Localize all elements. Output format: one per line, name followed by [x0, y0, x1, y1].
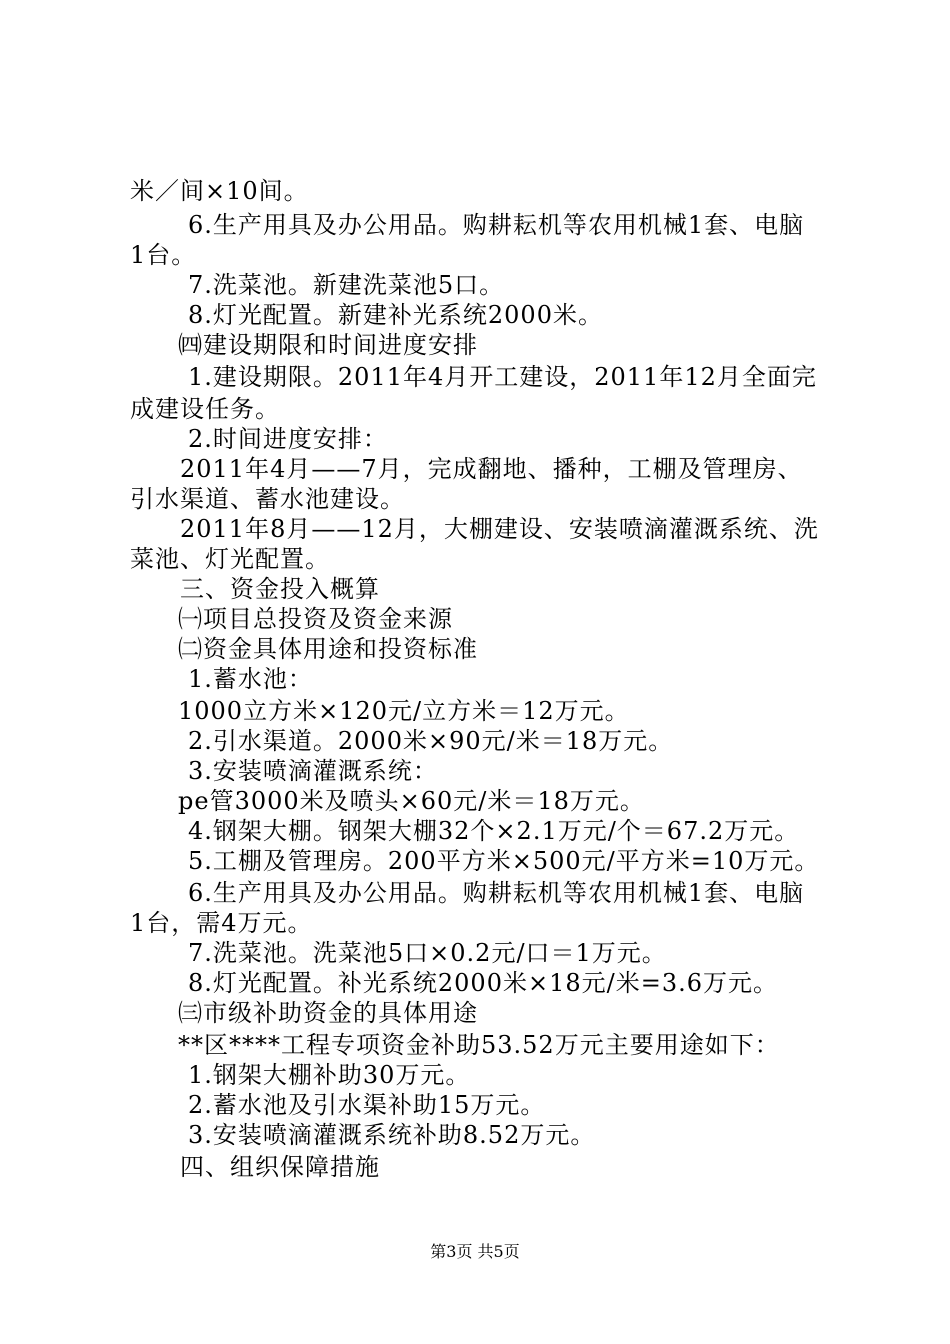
- text-line: 1.蓄水池：: [188, 665, 313, 693]
- section-heading: 三、资金投入概算: [180, 575, 380, 603]
- text-line: 4.钢架大棚。钢架大棚32个×2.1万元/个＝67.2万元。: [188, 817, 800, 845]
- text-line: pe管3000米及喷头×60元/米＝18万元。: [178, 787, 645, 815]
- text-line: 7.洗菜池。洗菜池5口×0.2元/口＝1万元。: [188, 939, 667, 967]
- text-line: 1台。: [130, 241, 197, 269]
- text-line: 8.灯光配置。补光系统2000米×18元/米=3.6万元。: [188, 969, 778, 997]
- text-line: 1.钢架大棚补助30万元。: [188, 1061, 471, 1089]
- text-line: 3.安装喷滴灌溉系统：: [188, 757, 438, 785]
- text-line: 1台，需4万元。: [130, 909, 313, 937]
- section-heading: ㈡资金具体用途和投资标准: [178, 635, 478, 663]
- section-heading: ㈠项目总投资及资金来源: [178, 605, 453, 633]
- text-line: 6.生产用具及办公用品。购耕耘机等农用机械1套、电脑: [188, 879, 805, 907]
- text-line: 1000立方米×120元/立方米＝12万元。: [178, 697, 630, 725]
- text-line: 引水渠道、蓄水池建设。: [130, 485, 405, 513]
- text-line: 2011年8月——12月，大棚建设、安装喷滴灌溉系统、洗: [180, 515, 819, 543]
- text-line: 6.生产用具及办公用品。购耕耘机等农用机械1套、电脑: [188, 211, 805, 239]
- section-heading: ㈣建设期限和时间进度安排: [178, 331, 478, 359]
- text-line: 3.安装喷滴灌溉系统补助8.52万元。: [188, 1121, 596, 1149]
- text-line: **区****工程专项资金补助53.52万元主要用途如下：: [178, 1031, 780, 1059]
- text-line: 2.时间进度安排：: [188, 425, 388, 453]
- text-line: 菜池、灯光配置。: [130, 545, 330, 573]
- text-line: 1.建设期限。2011年4月开工建设，2011年12月全面完: [188, 363, 817, 391]
- text-line: 2.蓄水池及引水渠补助15万元。: [188, 1091, 546, 1119]
- text-line: 米／间×10间。: [130, 177, 309, 205]
- section-heading: 四、组织保障措施: [180, 1153, 380, 1181]
- text-line: 成建设任务。: [130, 395, 280, 423]
- text-line: 7.洗菜池。新建洗菜池5口。: [188, 271, 505, 299]
- text-line: 2.引水渠道。2000米×90元/米＝18万元。: [188, 727, 674, 755]
- text-line: 2011年4月——7月，完成翻地、播种，工棚及管理房、: [180, 455, 803, 483]
- section-heading: ㈢市级补助资金的具体用途: [178, 999, 478, 1027]
- text-line: 8.灯光配置。新建补光系统2000米。: [188, 301, 603, 329]
- text-line: 5.工棚及管理房。200平方米×500元/平方米=10万元。: [188, 847, 820, 875]
- page-number-footer: 第3页 共5页: [430, 1242, 520, 1261]
